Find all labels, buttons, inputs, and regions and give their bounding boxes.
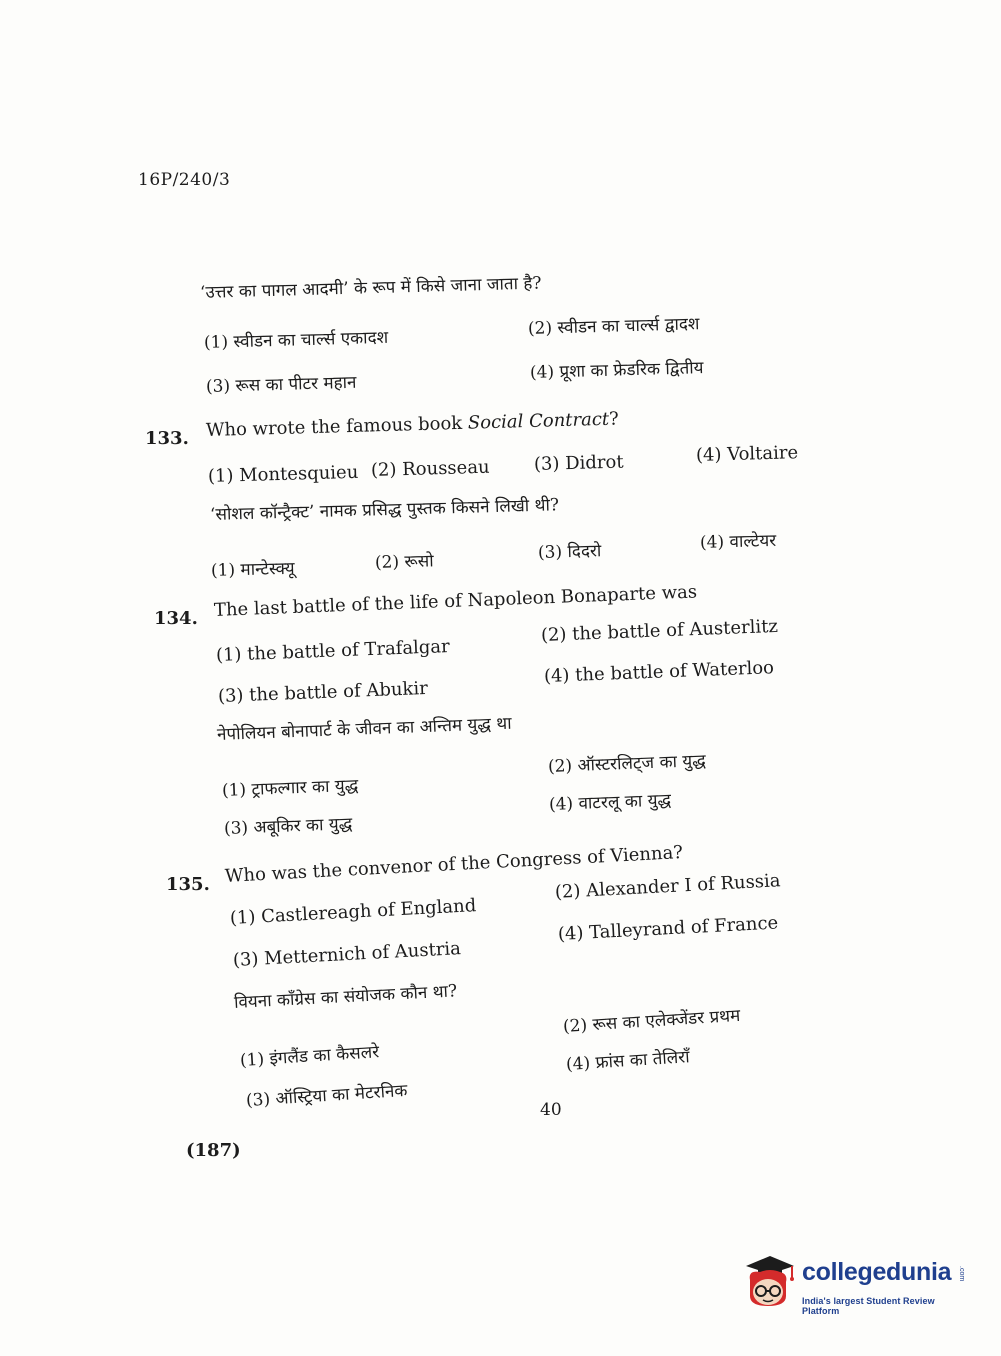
q133-option-3-hi: (3) दिदरो bbox=[537, 541, 602, 563]
q133-option-1-en: (1) Montesquieu bbox=[207, 461, 359, 487]
q132-option-4-hi: (4) प्रूशा का फ्रेडरिक द्वितीय bbox=[529, 358, 704, 383]
booklet-code: (187) bbox=[186, 1140, 241, 1161]
q133-question-pre: Who wrote the famous book bbox=[205, 412, 469, 441]
q135-option-2-hi: (2) रूस का एलेक्जेंडर प्रथम bbox=[562, 1005, 741, 1037]
q135-option-4-hi: (4) फ्रांस का तेलिराँ bbox=[565, 1047, 691, 1075]
q134-option-3-en: (3) the battle of Abukir bbox=[217, 677, 429, 707]
q133-number: 133. bbox=[145, 428, 189, 449]
q132-question-hi: ‘उत्तर का पागल आदमी’ के रूप में किसे जाना जाता है? bbox=[199, 273, 542, 303]
q135-number: 135. bbox=[166, 874, 210, 895]
collegedunia-logo bbox=[738, 1252, 973, 1314]
q134-option-1-en: (1) the battle of Trafalgar bbox=[215, 636, 451, 666]
q132-option-1-hi: (1) स्वीडन का चार्ल्स एकादश bbox=[203, 327, 389, 353]
q133-question-post: ? bbox=[608, 408, 620, 430]
brand-dotcom: .com bbox=[958, 1266, 965, 1282]
q133-option-4-en: (4) Voltaire bbox=[695, 442, 799, 466]
q135-option-3-hi: (3) ऑस्ट्रिया का मेटरनिक bbox=[245, 1080, 408, 1111]
mascot-icon bbox=[738, 1252, 798, 1312]
q133-option-1-hi: (1) मान्टेस्क्यू bbox=[210, 558, 295, 581]
page-number: 40 bbox=[540, 1100, 562, 1120]
q132-option-3-hi: (3) रूस का पीटर महान bbox=[205, 372, 357, 397]
q134-option-4-hi: (4) वाटरलू का युद्ध bbox=[548, 790, 672, 815]
brand-tagline: India's largest Student Review Platform bbox=[802, 1296, 935, 1316]
q134-question-hi: नेपोलियन बोनापार्ट के जीवन का अन्तिम युद्ध था bbox=[216, 713, 512, 745]
q134-option-2-hi: (2) ऑस्टरलिट्ज का युद्ध bbox=[547, 750, 707, 777]
q134-question-en: The last battle of the life of Napoleon Bonaparte was bbox=[213, 581, 698, 621]
q133-option-3-en: (3) Didrot bbox=[533, 451, 624, 475]
q133-option-2-en: (2) Rousseau bbox=[370, 456, 490, 481]
q133-option-4-hi: (4) वाल्टेयर bbox=[699, 530, 777, 553]
q133-question-en bbox=[206, 408, 619, 441]
q135-option-4-en: (4) Talleyrand of France bbox=[557, 912, 779, 945]
q134-option-3-hi: (3) अबूकिर का युद्ध bbox=[223, 814, 353, 839]
q133-book-title: Social Contract bbox=[467, 408, 610, 434]
paper-code: 16P/240/3 bbox=[138, 170, 231, 190]
q134-number: 134. bbox=[154, 608, 198, 629]
q135-option-3-en: (3) Metternich of Austria bbox=[232, 938, 462, 971]
q135-question-en: Who was the convenor of the Congress of Vienna? bbox=[224, 842, 684, 887]
q135-option-2-en: (2) Alexander I of Russia bbox=[554, 870, 782, 903]
q134-option-4-en: (4) the battle of Waterloo bbox=[543, 657, 775, 687]
q133-option-2-hi: (2) रूसो bbox=[374, 551, 434, 573]
brand-name: collegedunia bbox=[802, 1258, 952, 1286]
q135-option-1-en: (1) Castlereagh of England bbox=[229, 895, 477, 929]
q134-option-1-hi: (1) ट्राफल्गार का युद्ध bbox=[221, 775, 359, 801]
q135-option-1-hi: (1) इंगलैंड का कैसलरे bbox=[239, 1042, 380, 1071]
q133-question-hi: ‘सोशल कॉन्ट्रैक्ट’ नामक प्रसिद्ध पुस्तक किसने लिखी थी? bbox=[209, 495, 560, 525]
q135-question-hi: वियना कॉंग्रेस का संयोजक कौन था? bbox=[233, 981, 458, 1013]
q132-option-2-hi: (2) स्वीडन का चार्ल्स द्वादश bbox=[527, 314, 700, 339]
q134-option-2-en: (2) the battle of Austerlitz bbox=[540, 615, 779, 646]
